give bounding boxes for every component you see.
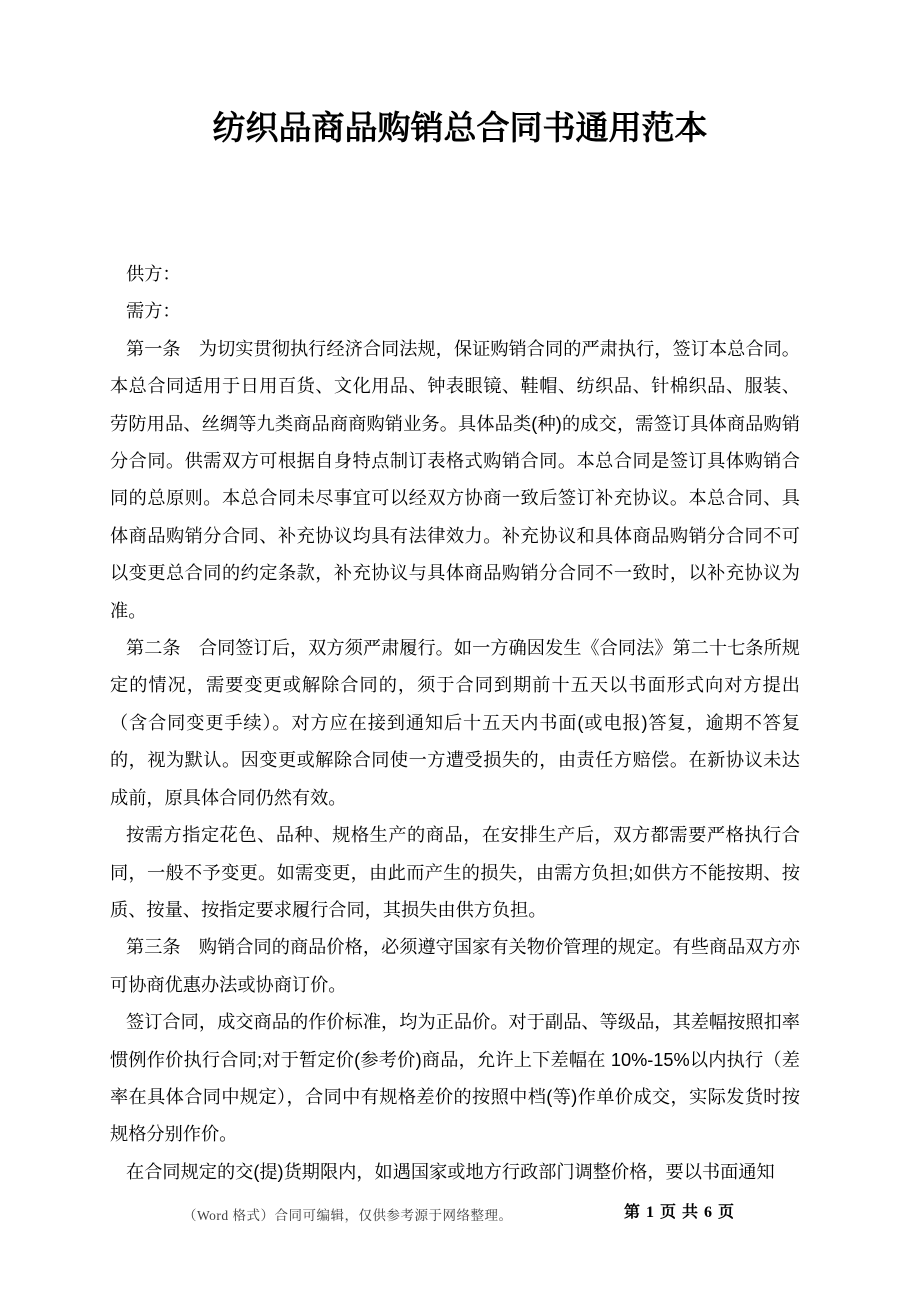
clause-1-paragraph: 第一条 为切实贯彻执行经济合同法规，保证购销合同的严肃执行，签订本总合同。本总合同适用于日用百货、文化用品、钟表眼镜、鞋帽、纺织品、针棉织品、服装、劳防用品、丝绸等九类商品商商购销业务。具体品类(种)的成交，需签订具体商品购销分合同。供需双方可根据自身特点制订表格式购销合同。本总合同是签订具体购销合同的总原则。本总合同未尽事宜可以经双方协商一致后签订补充协议。本总合同、具体商品购销分合同、补充协议均具有法律效力。补充协议和具体商品购销分合同不可以变更总合同的约定条款，补充协议与具体商品购销分合同不一致时，以补充协议为准。 (110, 338, 800, 621)
delivery-price-adjust-paragraph: 在合同规定的交(提)货期限内，如遇国家或地方行政部门调整价格，要以书面通知 (126, 1161, 775, 1182)
clause-2-paragraph: 第二条 合同签订后，双方须严肃履行。如一方确因发生《合同法》第二十七条所规定的情况，需要变更或解除合同的，须于合同到期前十五天以书面形式向对方提出（含合同变更手续）。对方应在接到通知后十五天内书面(或电报)答复，逾期不答复的，视为默认。因变更或解除合同使一方遭受损失的，由责任方赔偿。在新协议未达成前，原具体合同仍然有效。 (110, 638, 800, 808)
clause-3-paragraph: 第三条 购销合同的商品价格，必须遵守国家有关物价管理的规定。有些商品双方亦可协商优惠办法或协商订价。 (110, 937, 800, 995)
supplier-line: 供方： (126, 264, 181, 284)
clause-2-supplement-paragraph: 按需方指定花色、品种、规格生产的商品，在安排生产后，双方都需要严格执行合同，一般不予变更。如需变更，由此而产生的损失，由需方负担;如供方不能按期、按质、按量、按指定要求履行合同，其损失由供方负担。 (110, 825, 800, 920)
pricing-standard-paragraph: 签订合同，成交商品的作价标准，均为正品价。对于副品、等级品，其差幅按照扣率惯例作价执行合同;对于暂定价(参考价)商品，允许上下差幅在 10%-15%以内执行（差率在具体合同中规定），合同中有规格差价的按照中档(等)作单价成交，实际发货时按规格分别作价。 (110, 1012, 800, 1145)
page-number: 第 1 页 共 6 页 (624, 1204, 736, 1221)
buyer-line: 需方： (126, 301, 181, 322)
document-body (110, 256, 800, 1191)
document-title: 纺织品商品购销总合同书通用范本 (212, 109, 708, 146)
footer-note: （Word 格式）合同可编辑，仅供参考源于网络整理。 (183, 1208, 513, 1223)
